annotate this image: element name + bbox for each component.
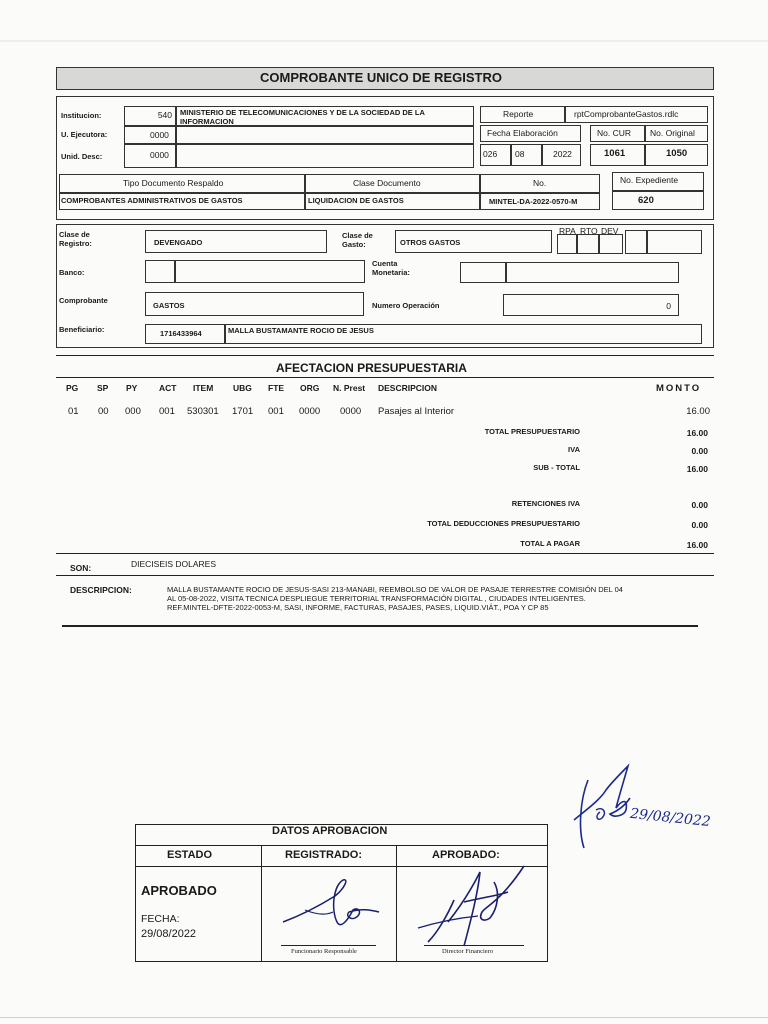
no-original: 1050 (666, 148, 688, 159)
no-original-label-box (645, 125, 708, 142)
rto-label: RTO (580, 226, 598, 236)
row-nprest: 0000 (340, 406, 362, 417)
fecha-label: FECHA: (141, 913, 180, 925)
clase-doc-label-box (305, 174, 480, 193)
clase-doc-label: Clase Documento (353, 178, 421, 188)
descripcion-line-3: REF.MINTEL-DFTE-2022-0053-M, SASI, INFORME, FACTURAS, PASAJES, PASES, LIQUID.VIÁT., POA Y CP 85 (167, 603, 549, 612)
institucion-code: 540 (157, 110, 172, 120)
expediente-label-box (612, 172, 704, 191)
expediente-value: 620 (638, 195, 654, 206)
institucion-label: Institucion: (61, 111, 102, 120)
col-sp: SP (97, 383, 109, 393)
col-act: ACT (159, 383, 177, 393)
expediente-label: No. Expediente (620, 175, 679, 185)
fecha-elab-label-box (480, 125, 581, 142)
tipo-doc-label-box (59, 174, 305, 193)
beneficiario-id: 1716433964 (160, 329, 202, 338)
son-value: DIECISEIS DOLARES (131, 559, 217, 569)
tipo-doc-label: Tipo Documento Respaldo (123, 178, 224, 188)
total-pagar-label: TOTAL A PAGAR (520, 539, 580, 548)
title-bar (56, 67, 714, 90)
page-bottom-line (0, 1017, 768, 1018)
fecha-elab-label: Fecha Elaboración (487, 128, 558, 138)
institucion-code-field (124, 106, 176, 126)
clase-reg-field (145, 230, 327, 253)
no-doc-label-box (480, 174, 600, 193)
col-fte: FTE (268, 383, 285, 393)
funcionario-line (281, 945, 376, 946)
col-item: ITEM (193, 383, 214, 393)
banco-label: Banco: (59, 268, 85, 277)
clase-reg-label: Clase de Registro: (59, 230, 92, 248)
fecha-value: 29/08/2022 (141, 928, 197, 940)
clase-doc-value: LIQUIDACION DE GASTOS (308, 196, 404, 205)
cuenta-number-field (506, 262, 679, 283)
aprobacion-title-line (135, 845, 548, 846)
col-descripcion: DESCRIPCION (378, 383, 438, 393)
deducciones-value: 0.00 (691, 520, 708, 530)
descripcion-line-1: MALLA BUSTAMANTE ROCIO DE JESUS-SASI 213-MANABI, REEMBOLSO DE VALOR DE PASAJE TERRESTRE COMISIÓN DEL 04 (167, 585, 623, 594)
col-monto: MONTO (656, 383, 702, 394)
iva-value: 0.00 (691, 446, 708, 456)
institucion-name-field (176, 106, 474, 126)
beneficiario-id-field (145, 324, 225, 344)
director-line (424, 945, 524, 946)
row-descripcion: Pasajes al Interior (378, 406, 455, 417)
row-sp: 00 (98, 406, 109, 417)
ejecutora-name-field (176, 126, 474, 144)
comprobante-label: Comprobante (59, 296, 108, 305)
aprobacion-col-divider-1 (261, 845, 262, 962)
expediente-value-box (612, 191, 704, 210)
estado-label: ESTADO (167, 849, 213, 861)
subtotal-label: SUB - TOTAL (533, 463, 580, 472)
col-pg: PG (66, 383, 79, 393)
iva-label: IVA (568, 445, 580, 454)
rpa-label: RPA (559, 226, 576, 236)
no-cur-box (590, 144, 645, 166)
ejecutora-code-field (124, 126, 176, 144)
aprobado-label: APROBADO: (432, 849, 500, 861)
row-pg: 01 (68, 406, 79, 417)
dev-label: DEV (601, 226, 619, 236)
son-bottom-line (56, 575, 714, 576)
clase-reg-value: DEVENGADO (154, 238, 203, 247)
afectacion-header-line (56, 377, 714, 378)
operacion-value: 0 (666, 301, 671, 311)
banco-code-field (145, 260, 175, 283)
beneficiario-name-field (225, 324, 702, 344)
funcionario-label: Funcionario Responsable (291, 948, 357, 955)
extra-box-2 (647, 230, 702, 254)
reporte-value: rptComprobanteGastos.rdlc (574, 109, 679, 119)
row-org: 0000 (299, 406, 321, 417)
desc-code: 0000 (150, 150, 169, 160)
cuenta-type-field (460, 262, 506, 283)
fecha-dia: 026 (483, 149, 498, 159)
row-py: 000 (125, 406, 141, 417)
row-fte: 001 (268, 406, 284, 417)
reporte-value-box (565, 106, 708, 123)
operacion-label: Numero Operación (372, 301, 440, 310)
fecha-anio: 2022 (553, 149, 572, 159)
desc-label: Unid. Desc: (61, 152, 103, 161)
banco-name-field (175, 260, 365, 283)
comprobante-value: GASTOS (153, 301, 185, 310)
descripcion-line-2: AL 05-08-2022, VISITA TECNICA DESPLIEGUE TERRITORIAL TRANSFORMACIÓN DIGITAL , CIUDADES INTELIGENTES. (167, 594, 586, 603)
handwritten-date: 29/08/2022 (629, 805, 712, 831)
reporte-label-box (480, 106, 565, 123)
col-py: PY (126, 383, 138, 393)
operacion-field (503, 294, 679, 316)
dev-box (599, 234, 623, 254)
row-monto: 16.00 (686, 406, 710, 417)
ejecutora-label: U. Ejecutora: (61, 130, 108, 139)
row-ubg: 1701 (232, 406, 254, 417)
son-label: SON: (70, 563, 92, 573)
registrado-label: REGISTRADO: (285, 849, 362, 861)
no-doc-value: MINTEL-DA-2022-0570-M (489, 197, 578, 206)
retenciones-label: RETENCIONES IVA (511, 499, 580, 508)
fecha-dia-box (480, 144, 511, 166)
deducciones-label: TOTAL DEDUCCIONES PRESUPUESTARIO (427, 519, 580, 528)
clase-doc-value-box (305, 193, 480, 210)
clase-gasto-label: Clase de Gasto: (342, 231, 373, 249)
desc-code-field (124, 144, 176, 168)
cuenta-label: Cuenta Monetaria: (372, 259, 410, 277)
estado-value: APROBADO (141, 883, 217, 898)
no-cur-label-box (590, 125, 645, 142)
col-org: ORG (300, 383, 320, 393)
col-nprest: N. Prest (333, 383, 366, 393)
subtotal-value: 16.00 (686, 464, 708, 474)
afectacion-title: AFECTACION PRESUPUESTARIA (276, 361, 467, 375)
no-cur: 1061 (604, 148, 626, 159)
son-top-line (56, 553, 714, 554)
director-label: Director Financiero (442, 948, 494, 955)
col-ubg: UBG (233, 383, 252, 393)
row-act: 001 (159, 406, 175, 417)
fecha-mes-box (511, 144, 542, 166)
no-original-box (645, 144, 708, 166)
fecha-anio-box (542, 144, 581, 166)
no-cur-label: No. CUR (597, 128, 632, 138)
desc-name-field (176, 144, 474, 168)
rpa-box (557, 234, 577, 254)
fecha-mes: 08 (515, 149, 525, 159)
no-doc-value-box (480, 193, 600, 210)
page-title: COMPROBANTE UNICO DE REGISTRO (260, 70, 502, 85)
tipo-doc-value: COMPROBANTES ADMINISTRATIVOS DE GASTOS (61, 196, 243, 205)
no-original-label: No. Original (650, 128, 695, 138)
rto-box (577, 234, 599, 254)
total-presupuestario-value: 16.00 (686, 428, 708, 438)
reporte-label: Reporte (503, 109, 534, 119)
row-item: 530301 (187, 406, 219, 417)
descripcion-label: DESCRIPCION: (70, 585, 132, 595)
descripcion-bottom-line (62, 625, 698, 627)
aprobacion-col-divider-2 (396, 845, 397, 962)
clase-gasto-field (395, 230, 552, 253)
aprobacion-title: DATOS APROBACION (272, 825, 388, 837)
ejecutora-code: 0000 (150, 130, 169, 140)
total-presupuestario-label: TOTAL PRESUPUESTARIO (484, 427, 580, 436)
retenciones-value: 0.00 (691, 500, 708, 510)
afectacion-top-line (56, 355, 714, 356)
director-signature (408, 862, 528, 957)
institucion-name: MINISTERIO DE TELECOMUNICACIONES Y DE LA SOCIEDAD DE LA INFORMACION (180, 108, 425, 126)
clase-gasto-value: OTROS GASTOS (400, 238, 461, 247)
comprobante-field (145, 292, 364, 316)
funcionario-signature (275, 870, 385, 940)
beneficiario-label: Beneficiario: (59, 325, 105, 334)
extra-box-1 (625, 230, 647, 254)
total-pagar-value: 16.00 (686, 540, 708, 550)
tipo-doc-value-box (59, 193, 305, 210)
no-doc-label: No. (533, 178, 547, 188)
beneficiario-name: MALLA BUSTAMANTE ROCIO DE JESUS (228, 326, 374, 335)
